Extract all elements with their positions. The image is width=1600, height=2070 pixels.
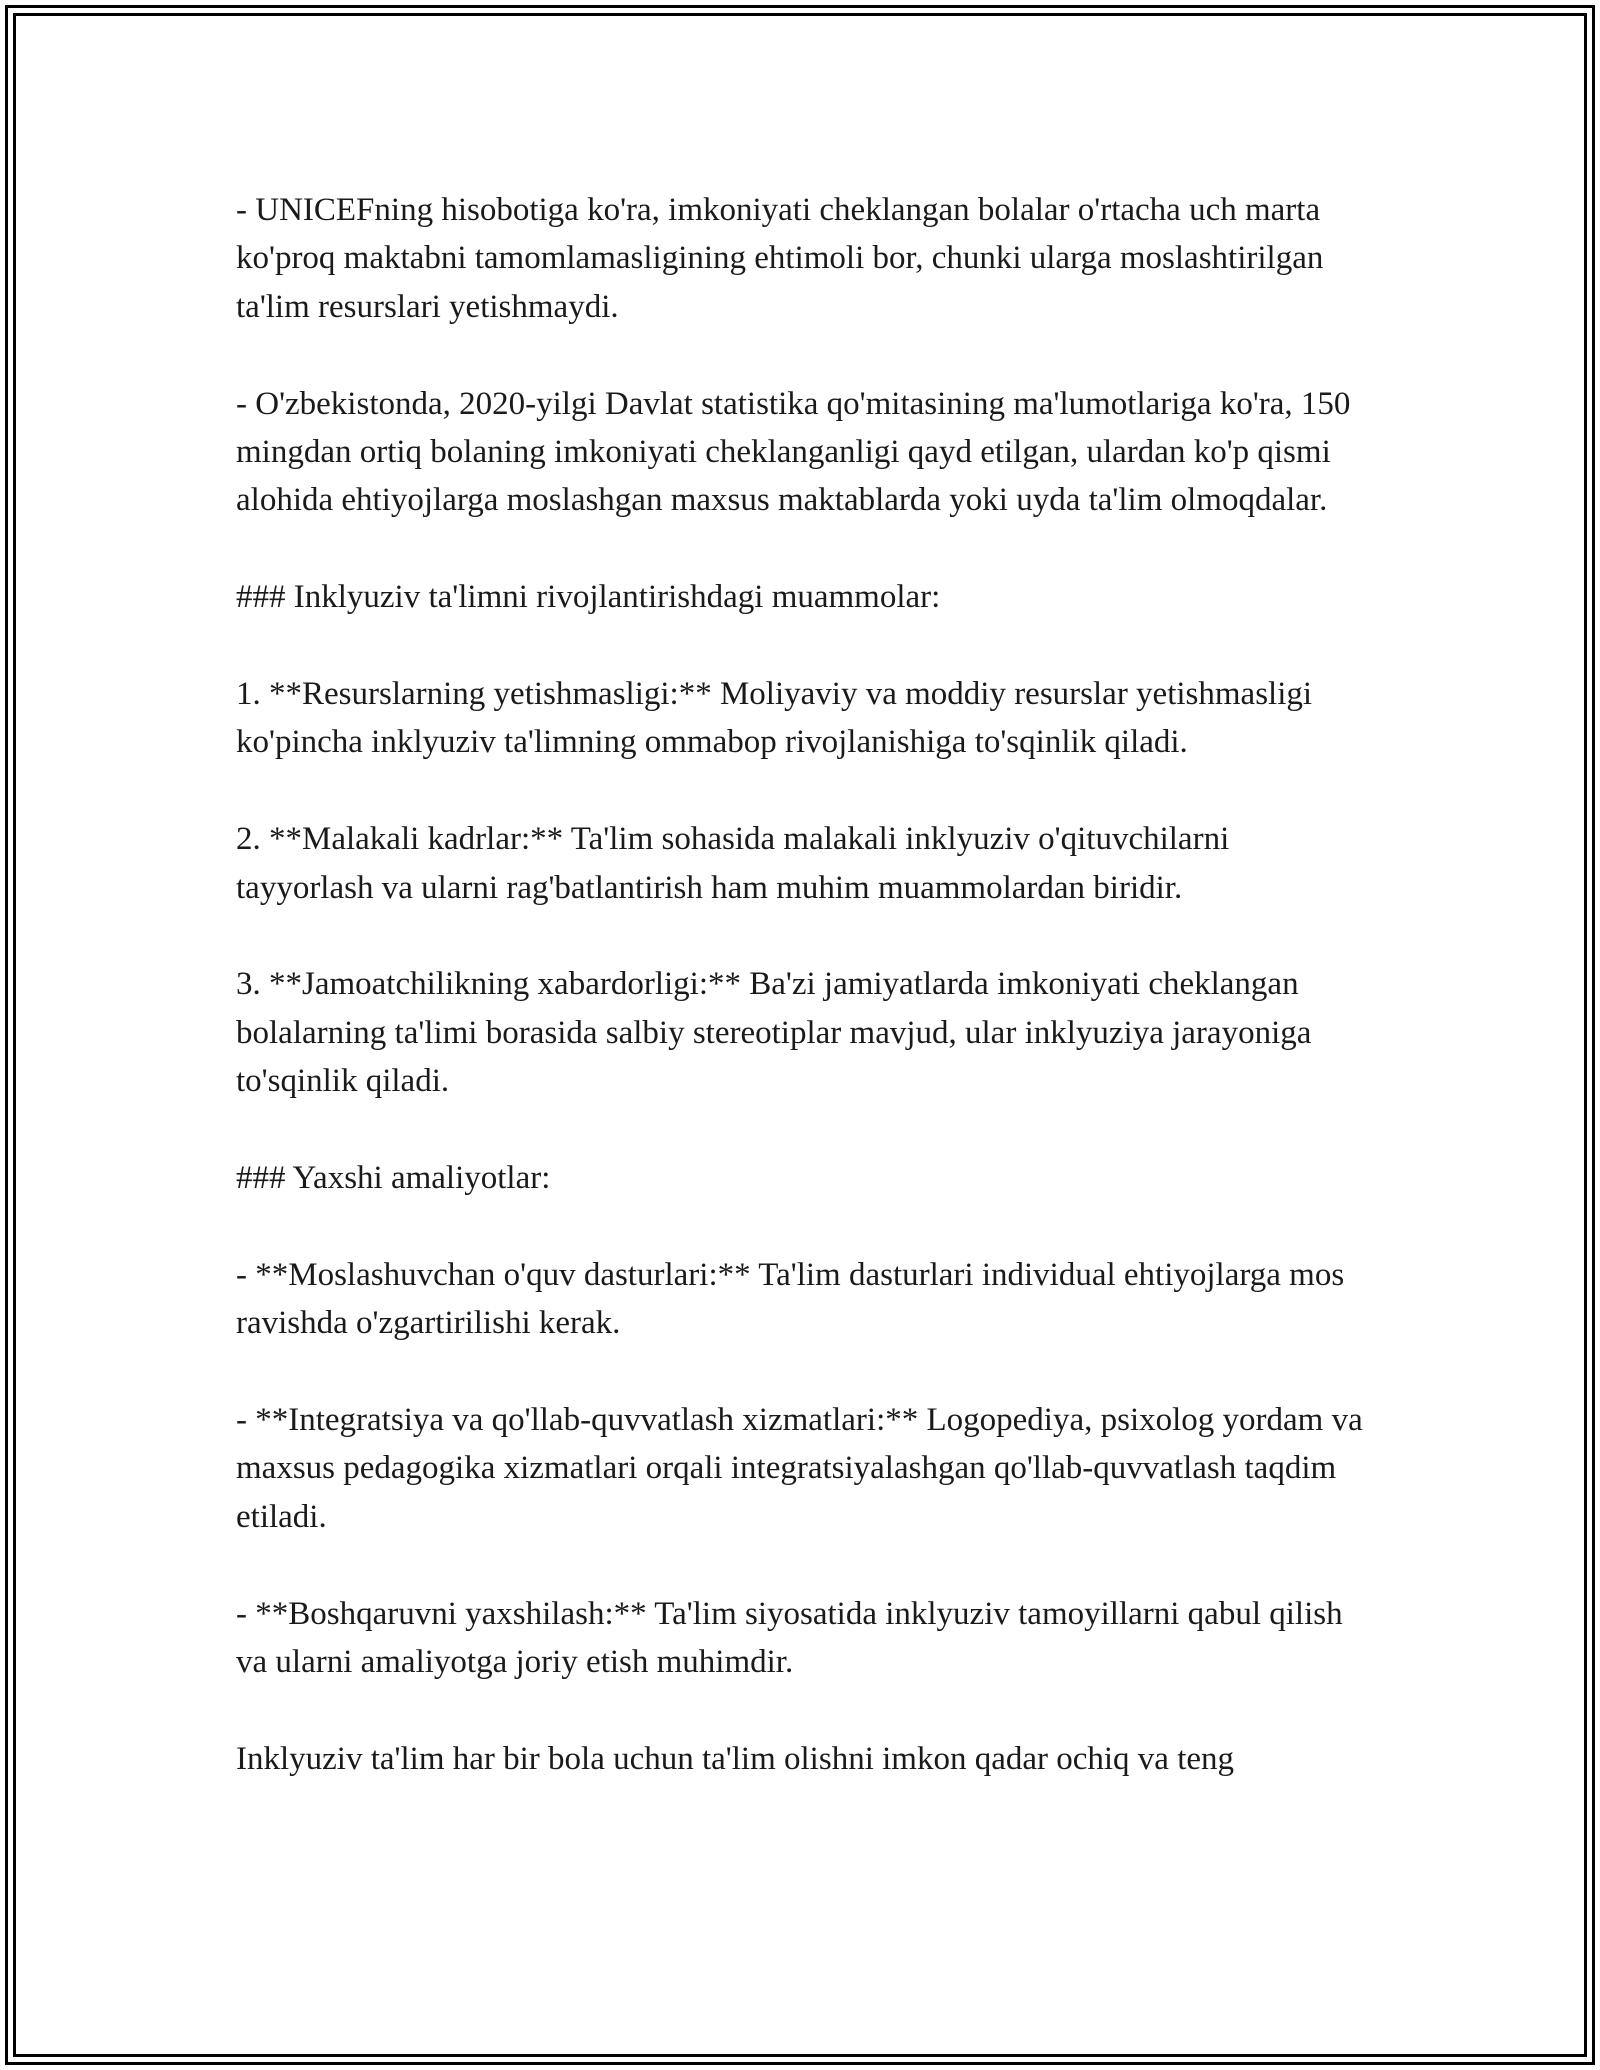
heading-good-practices: ### Yaxshi amaliyotlar:	[236, 1160, 551, 1197]
list-item-qualified-staff: 2. **Malakali kadrlar:** Ta'lim sohasida malakali inklyuziv o'qituvchilarni tayyorlash va ularni rag'batlantirish ham muhim muammolardan biridir.	[236, 821, 1230, 906]
heading-problems: ### Inklyuziv ta'limni rivojlantirishdagi muammolar:	[236, 579, 941, 616]
list-item-improving-governance: - **Boshqaruvni yaxshilash:** Ta'lim siyosatida inklyuziv tamoyillarni qabul qilish va ularni amaliyotga joriy etish muhimdir.	[236, 1595, 1343, 1681]
list-item-public-awareness: 3. **Jamoatchilikning xabardorligi:** Ba'zi jamiyatlarda imkoniyati cheklangan bolalarning ta'limi borasida salbiy stereotiplar mavjud, ular inklyuziya jarayoniga to'sqinlik qiladi.	[236, 966, 1312, 1100]
list-item-integration-services: - **Integratsiya va qo'llab-quvvatlash xizmatlari:** Logopediya, psixolog yordam va maxsus pedagogika xizmatlari orqali integratsiyalashgan qo'llab-quvvatlash taqdim etiladi.	[236, 1402, 1363, 1535]
paragraph-uzbekistan-statistic: - O'zbekistonda, 2020-yilgi Davlat statistika qo'mitasining ma'lumotlariga ko'ra, 150 mingdan ortiq bolaning imkoniyati cheklanganligi qayd etilgan, ulardan ko'p qismi alohida ehtiyojlarga moslashgan maxsus maktablarda yoki uyda ta'lim olmoqdalar.	[236, 385, 1351, 519]
document-body	[236, 186, 1366, 1783]
paragraph-conclusion-fragment: Inklyuziv ta'lim har bir bola uchun ta'lim olishni imkon qadar ochiq va teng	[236, 1740, 1235, 1777]
paragraph-unicef-statistic: - UNICEFning hisobotiga ko'ra, imkoniyati cheklangan bolalar o'rtacha uch marta ko'proq maktabni tamomlamasligining ehtimoli bor, chunki ularga moslashtirilgan ta'lim resurslari yetishmaydi.	[236, 192, 1324, 325]
list-item-resources: 1. **Resurslarning yetishmasligi:** Moliyaviy va moddiy resurslar yetishmasligi ko'pincha inklyuziv ta'limning ommabop rivojlanishiga to'sqinlik qiladi.	[236, 676, 1313, 761]
list-item-flexible-curricula: - **Moslashuvchan o'quv dasturlari:** Ta'lim dasturlari individual ehtiyojlarga mos ravishda o'zgartirilishi kerak.	[236, 1256, 1345, 1342]
